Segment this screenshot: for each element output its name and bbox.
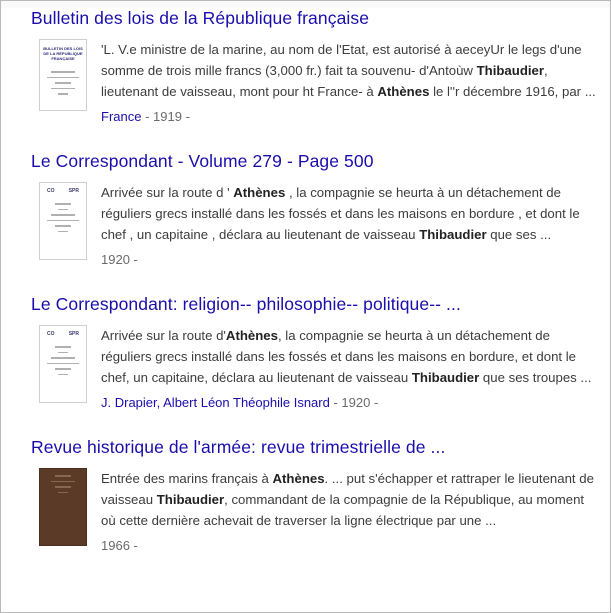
thumbnail-text-lines [40,197,86,242]
search-result-item [31,7,596,124]
result-snippet: Arrivée sur la route d ' Athènes , la compagnie se heurta à un détachement de réguliers grecs installé dans les fossés et dans les maisons en bordure , et dont le chef , un capitaine , déclara au lieutenant de vaisseau Thibaudier que ses ... [101,185,580,242]
thumbnail-header-text [40,326,86,340]
snippet-wrapper [101,325,596,410]
snippet-wrapper [101,182,596,267]
result-title-link[interactable]: Le Correspondant - Volume 279 - Page 500 [31,151,374,171]
thumbnail-left-label: CO [47,188,55,194]
thumbnail-left-label: CO [47,331,55,337]
results-list [1,1,610,553]
book-cover-thumbnail-dark[interactable] [39,468,87,546]
search-result-item [31,293,596,410]
thumbnail-title-text: BULLETIN DES LOIS DE LA RÉPUBLIQUE FRANÇAISE [43,46,83,61]
cropped-top-strip [1,1,610,8]
thumbnail-text-lines [40,340,86,385]
thumbnail-text-lines [40,469,86,503]
snippet-wrapper [101,468,596,553]
thumbnail-right-label: SPR [68,188,79,194]
thumbnail-right-label: SPR [68,331,79,337]
thumbnail-text-lines [40,65,86,105]
result-title-link[interactable]: Bulletin des lois de la République française [31,8,370,28]
result-snippet: Arrivée sur la route d'Athènes, la compagnie se heurta à un détachement de réguliers grecs installé dans les fossés et dans les maisons en bordure, et dont le chef, un capitaine, déclara au lieutenant de vaisseau Thibaudier que ses troupes ... [101,328,592,385]
result-body [31,39,596,124]
result-year: 1966 - [101,538,138,553]
result-body [31,468,596,553]
book-cover-thumbnail[interactable] [39,325,87,403]
result-snippet: 'L. V.e ministre de la marine, au nom de l'Etat, est autorisé à aeceyUr le legs d'une somme de trois mille francs (3,000 fr.) fait ta souvenu- d'Antoùw Thibaudier, lieutenant de vaisseau, mont pour ht France- à Athènes le l''r décembre 1916, par ... [101,42,596,99]
result-body [31,325,596,410]
search-result-item [31,150,596,267]
result-snippet: Entrée des marins français à Athènes. ... put s'échapper et rattraper le lieutenant de vaisseau Thibaudier, commandant de la compagnie de la République, au moment où cette dernière achevait de traverser la ligne électrique par une ... [101,471,594,528]
result-year: - 1919 - [145,109,190,124]
result-author-link[interactable]: France [101,109,142,124]
result-year: 1920 - [101,252,138,267]
result-author-link[interactable]: J. Drapier, Albert Léon Théophile Isnard [101,395,330,410]
result-body [31,182,596,267]
result-meta [101,109,596,124]
book-cover-thumbnail[interactable] [39,39,87,111]
snippet-wrapper [101,39,596,124]
search-result-item [31,436,596,553]
book-cover-thumbnail[interactable] [39,182,87,260]
result-meta [101,252,596,267]
result-year: - 1920 - [333,395,379,410]
result-title-link[interactable]: Revue historique de l'armée: revue trimestrielle de ... [31,437,446,457]
result-title-link[interactable]: Le Correspondant: religion-- philosophie-- politique-- ... [31,294,461,314]
result-meta [101,395,596,410]
thumbnail-header-text [40,183,86,197]
result-meta [101,538,596,553]
